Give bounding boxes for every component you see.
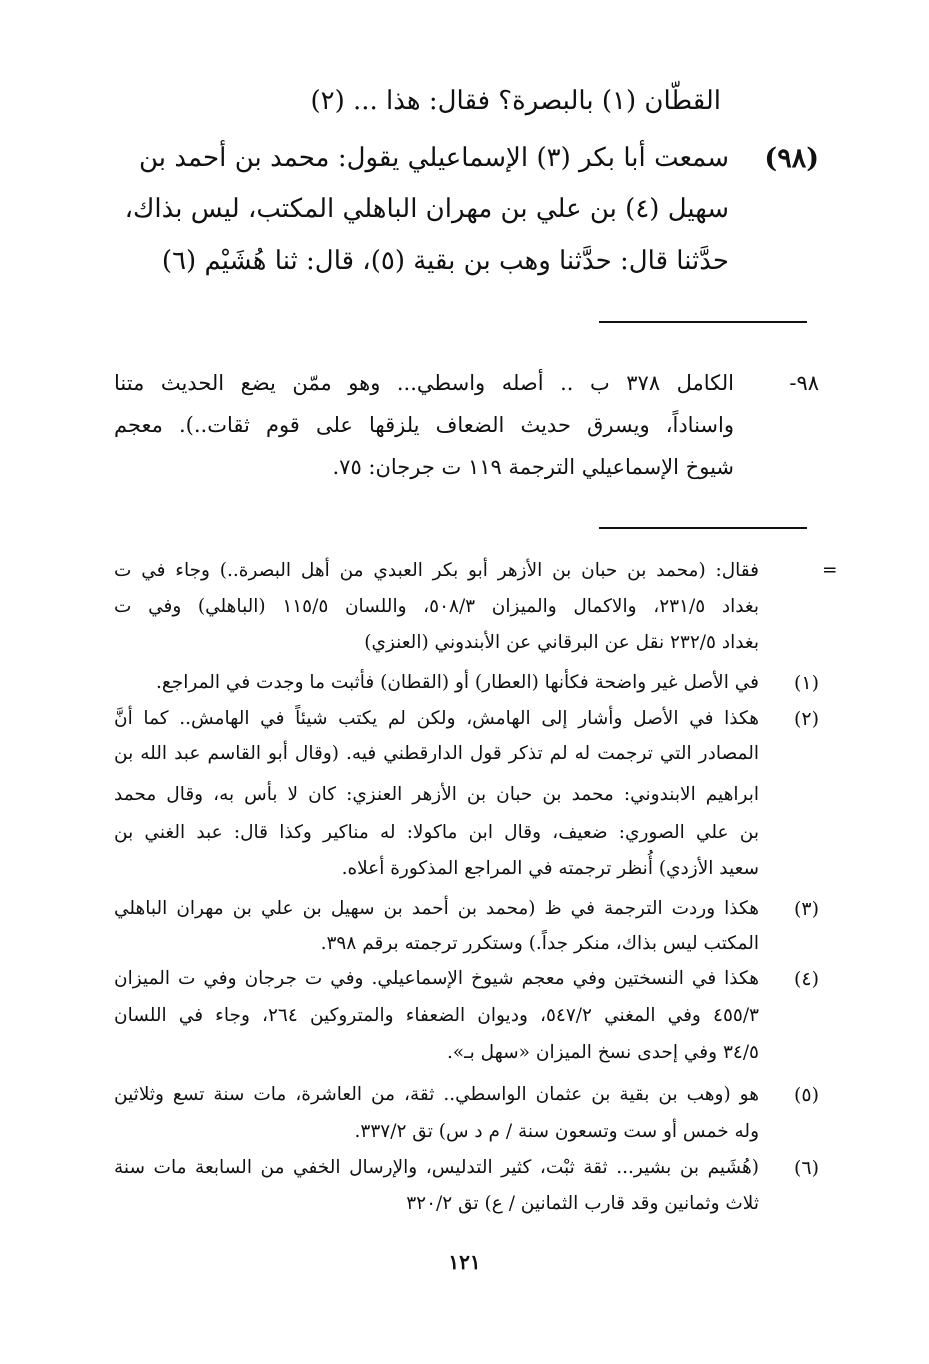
source-line-3: شيوخ الإسماعيلي الترجمة ١١٩ ت جرجان: ٧٥. — [332, 455, 734, 479]
footnote-5-line-2: وله خمس أو ست وتسعون سنة / م د س) تق ٣٣٧/٢. — [354, 1121, 759, 1142]
footnote-number-5: (٥) — [793, 1084, 819, 1106]
footnote-continuation-line-3: بغداد ٢٣٢/٥ نقل عن البرقاني عن الأبندوني (العنزي) — [364, 632, 759, 653]
entry-line-1: سمعت أبا بكر (٣) الإسماعيلي يقول: محمد بن أحمد بن — [139, 143, 729, 173]
source-label: ٩٨- — [789, 371, 819, 395]
footnote-1-line-1: في الأصل غير واضحة فكأنها (العطار) أو (القطان) فأثبت ما وجدت في المراجع. — [156, 672, 759, 693]
entry-number: (٩٨) — [764, 143, 819, 174]
footnote-2-line-3: ابراهيم الابندوني: محمد بن حبان بن الأزهر العنزي: كان لا بأس به، وقال محمد — [114, 784, 759, 805]
footnote-number-3: (٣) — [793, 898, 819, 920]
footnote-6-line-2: ثلاث وثمانين وقد قارب الثمانين / ع) تق ٣٢٠/٢ — [406, 1193, 759, 1214]
continuation-marker: = — [822, 560, 838, 581]
footnote-continuation-line-2: بغداد ٢٣١/٥، والاكمال والميزان ٥٠٨/٣، واللسان ١١٥/٥ (الباهلي) وفي ت — [114, 596, 759, 617]
footnote-number-2: (٢) — [793, 708, 819, 730]
separator-rule-1 — [599, 321, 807, 323]
footnote-5-line-1: هو (وهب بن بقية بن عثمان الواسطي.. ثقة، من العاشرة، مات سنة تسع وثلاثين — [114, 1084, 759, 1105]
entry-line-2: سهيل (٤) بن علي بن مهران الباهلي المكتب، ليس بذاك، — [124, 194, 729, 224]
footnote-2-line-5: سعيد الأزدي) أُنظر ترجمته في المراجع المذكورة أعلاه. — [341, 858, 759, 879]
separator-rule-2 — [599, 527, 807, 529]
footnote-4-line-1: هكذا في النسختين وفي معجم شيوخ الإسماعيلي. وفي ت جرجان وفي ت الميزان — [114, 968, 759, 989]
footnote-2-line-4: بن علي الصوري: ضعيف، وقال ابن ماكولا: له مناكير وكذا قال: عبد الغني بن — [114, 822, 759, 843]
footnote-4-line-3: ٣٤/٥ وفي إحدى نسخ الميزان «سهل بـ». — [446, 1042, 759, 1063]
footnote-2-line-2: المصادر التي ترجمت له لم تذكر قول الدارقطني فيه. (وقال أبو القاسم عبد الله بن — [114, 743, 759, 764]
source-line-1: الكامل ٣٧٨ ب .. أصله واسطي... وهو ممّن يضع الحديث متنا — [114, 371, 735, 395]
footnote-2-line-1: هكذا في الأصل وأشار إلى الهامش، ولكن لم يكتب شيئاً في الهامش.. كما أنَّ — [114, 708, 759, 729]
footnote-number-6: (٦) — [793, 1157, 819, 1179]
footnote-continuation-line-1: فقال: (محمد بن حبان بن الأزهر أبو بكر العبدي من أهل البصرة..) وجاء في ت — [114, 560, 759, 581]
footnote-4-line-2: ٤٥٥/٣ وفي المغني ٥٤٧/٢، وديوان الضعفاء والمتروكين ٢٦٤، وجاء في اللسان — [114, 1005, 759, 1026]
footnote-3-line-2: المكتب ليس بذاك، منكر جداً.) وستكرر ترجمته برقم ٣٩٨. — [320, 933, 759, 954]
footnote-number-1: (١) — [793, 672, 819, 694]
footnote-3-line-1: هكذا وردت الترجمة في ظ (محمد بن أحمد بن سهيل بن علي بن مهران الباهلي — [114, 898, 759, 919]
page-number: ١٢١ — [448, 1250, 481, 1274]
main-continuation-line: القطّان (١) بالبصرة؟ فقال: هذا ... (٢) — [310, 86, 721, 116]
footnote-6-line-1: (هُشَيم بن بشير... ثقة ثبْت، كثير التدليس، والإرسال الخفي من السابعة مات سنة — [114, 1157, 759, 1178]
entry-line-3: حدَّثنا قال: حدَّثنا وهب بن بقية (٥)، قال: ثنا هُشَيْم (٦) — [161, 246, 729, 276]
footnote-number-4: (٤) — [793, 968, 819, 990]
source-line-2: واسناداً، ويسرق حديث الضعاف يلزقها على قوم ثقات..). معجم — [114, 413, 734, 437]
